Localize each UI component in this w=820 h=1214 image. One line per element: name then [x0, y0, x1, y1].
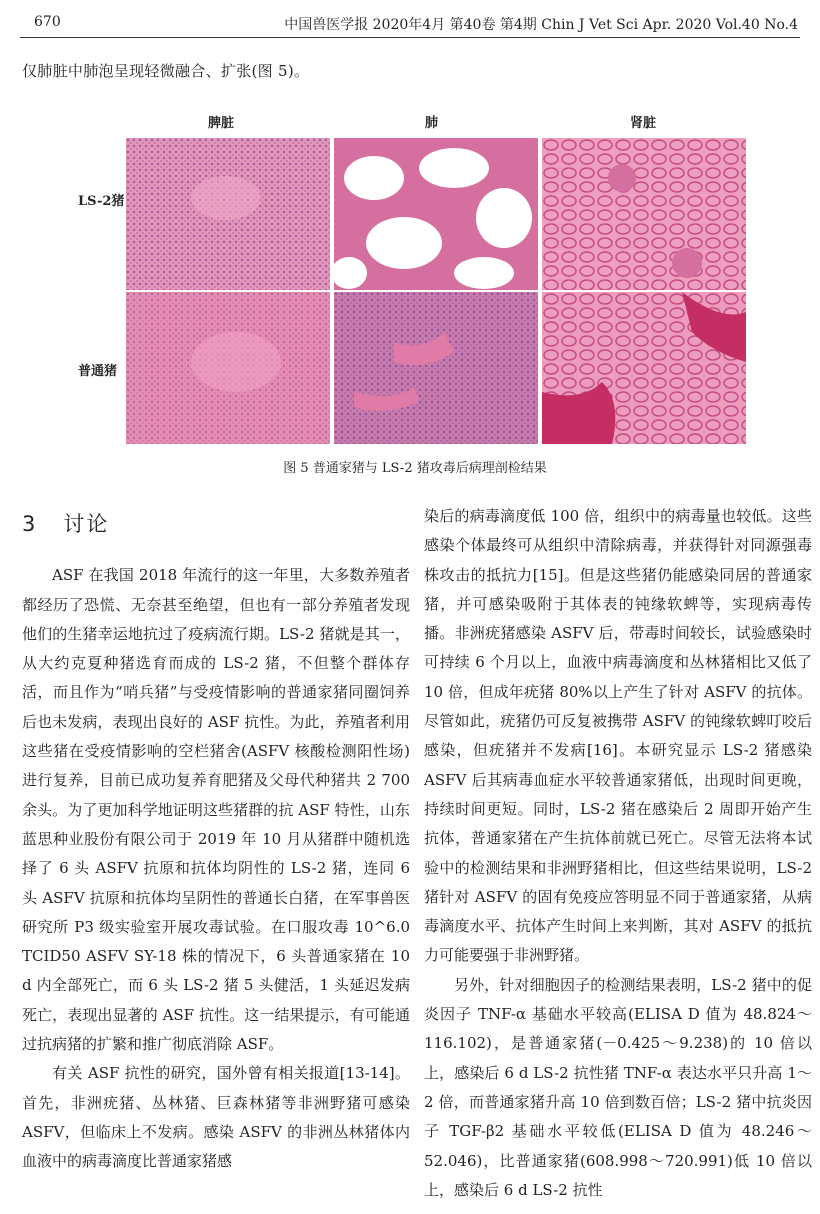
continued-paragraph-line: 仅肺脏中肺泡呈现轻微融合、扩张(图 5)。: [22, 62, 310, 80]
body-paragraph: 有关 ASF 抗性的研究，国外曾有相关报道[13-14]。首先，非洲疣猪、丛林猪、巨森林猪等非洲野猪可感染 ASFV，但临床上不发病。感染 ASFV 的非洲丛林猪体内血液中的病毒滴度比普通家猪感: [22, 1064, 410, 1171]
right-column: [424, 502, 812, 1205]
micrograph-ls2-kidney: [542, 138, 746, 290]
section-heading: [22, 510, 410, 539]
body-paragraph: 染后的病毒滴度低 100 倍，组织中的病毒量也较低。这些感染个体最终可从组织中清除病毒，并获得针对同源强毒株攻击的抵抗力[15]。但是这些猪仍能感染同居的普通家猪，并可感染吸附于其体表的钝缘软蜱等，实现病毒传播。非洲疣猪感染 ASFV 后，带毒时间较长，试验感染时可持续 6 个月以上，血液中病毒滴度和丛林猪相比又低了 10 倍，但成年疣猪 80%以上产生了针对 ASFV 的抗体。尽管如此，疣猪仍可反复被携带 ASFV 的钝缘软蜱叮咬后感染，但疣猪并不发病[16]。本研究显示 LS-2 猪感染 ASFV 后其病毒血症水平较普通家猪低，出现时间更晚，持续时间更短。同时，LS-2 猪在感染后 2 周即开始产生抗体，普通家猪在产生抗体前就已死亡。尽管无法将本试验中的检测结果和非洲野猪相比，但这些结果说明，LS-2 猪针对 ASFV 的固有免疫应答明显不同于普通家猪，从病毒滴度水平、抗体产生时间上来判断，其对 ASFV 的抵抗力可能要强于非洲野猪。: [424, 507, 812, 965]
row-label-common: 普通猪: [78, 364, 118, 379]
micrograph-ls2-lung: [334, 138, 538, 290]
figure-5: [70, 112, 760, 476]
micrograph-common-kidney: [542, 292, 746, 444]
section-title: 讨论: [63, 512, 110, 536]
micrograph-ls2-spleen: [126, 138, 330, 290]
section-number: 3: [22, 512, 38, 536]
row-label-ls2: LS-2猪: [78, 194, 125, 209]
running-header: [20, 10, 800, 38]
page-number: 670: [34, 14, 61, 30]
body-paragraph: ASF 在我国 2018 年流行的这一年里，大多数养殖者都经历了恐慌、无奈甚至绝望，但也有一部分养殖者发现他们的生猪幸运地抗过了疫病流行期。LS-2 猪就是其一，从大约克夏种猪选育而成的 LS-2 猪，不但整个群体存活，而且作为“哨兵猪”与受疫情影响的普通家猪同圈饲养后也未发病，表现出良好的 ASF 抗性。为此，养殖者利用这些猪在受疫情影响的空栏猪舍(ASFV 核酸检测阳性场)进行复养，目前已成功复养育肥猪及父母代种猪共 2 700 余头。为了更加科学地证明这些猪群的抗 ASF 特性，山东蓝思种业股份有限公司于 2019 年 10 月从猪群中随机选择了 6 头 ASFV 抗原和抗体均阴性的 LS-2 猪，连同 6 头 ASFV 抗原和抗体均呈阴性的普通长白猪，在军事兽医研究所 P3 级实验室开展攻毒试验。在口服攻毒 10^6.0 TCID50 ASFV SY-18 株的情况下，6 头普通家猪在 10 d 内全部死亡，而 6 头 LS-2 猪 5 头健活，1 头延迟发病死亡，表现出显著的 ASF 抗性。这一结果提示，有可能通过抗病猪的扩繁和推广彻底消除 ASF。: [22, 566, 410, 1054]
body-paragraph: 另外，针对细胞因子的检测结果表明，LS-2 猪中的促炎因子 TNF-α 基础水平较高(ELISA D 值为 48.824～116.102)，是普通家猪(－0.425～9.238)的 10 倍以上，感染后 6 d LS-2 抗性猪 TNF-α 表达水平只升高 1～2 倍，而普通家猪升高 10 倍到数百倍；LS-2 猪中抗炎因子 TGF-β2 基础水平较低(ELISA D 值为 48.246～52.046)，比普通家猪(608.998～720.991)低 10 倍以上，感染后 6 d LS-2 抗性: [424, 975, 812, 1199]
column-label-kidney: 肾脏: [630, 116, 657, 131]
left-column: [22, 510, 410, 1177]
micrograph-common-spleen: [126, 292, 330, 444]
column-label-spleen: 脾脏: [208, 116, 235, 131]
figure-caption: 图 5 普通家猪与 LS-2 猪攻毒后病理剖检结果: [283, 461, 547, 476]
micrograph-common-lung: [334, 292, 538, 444]
column-label-lung: 肺: [425, 116, 439, 131]
journal-citation-line: 中国兽医学报 2020年4月 第40卷 第4期 Chin J Vet Sci Apr. 2020 Vol.40 No.4: [284, 17, 798, 33]
